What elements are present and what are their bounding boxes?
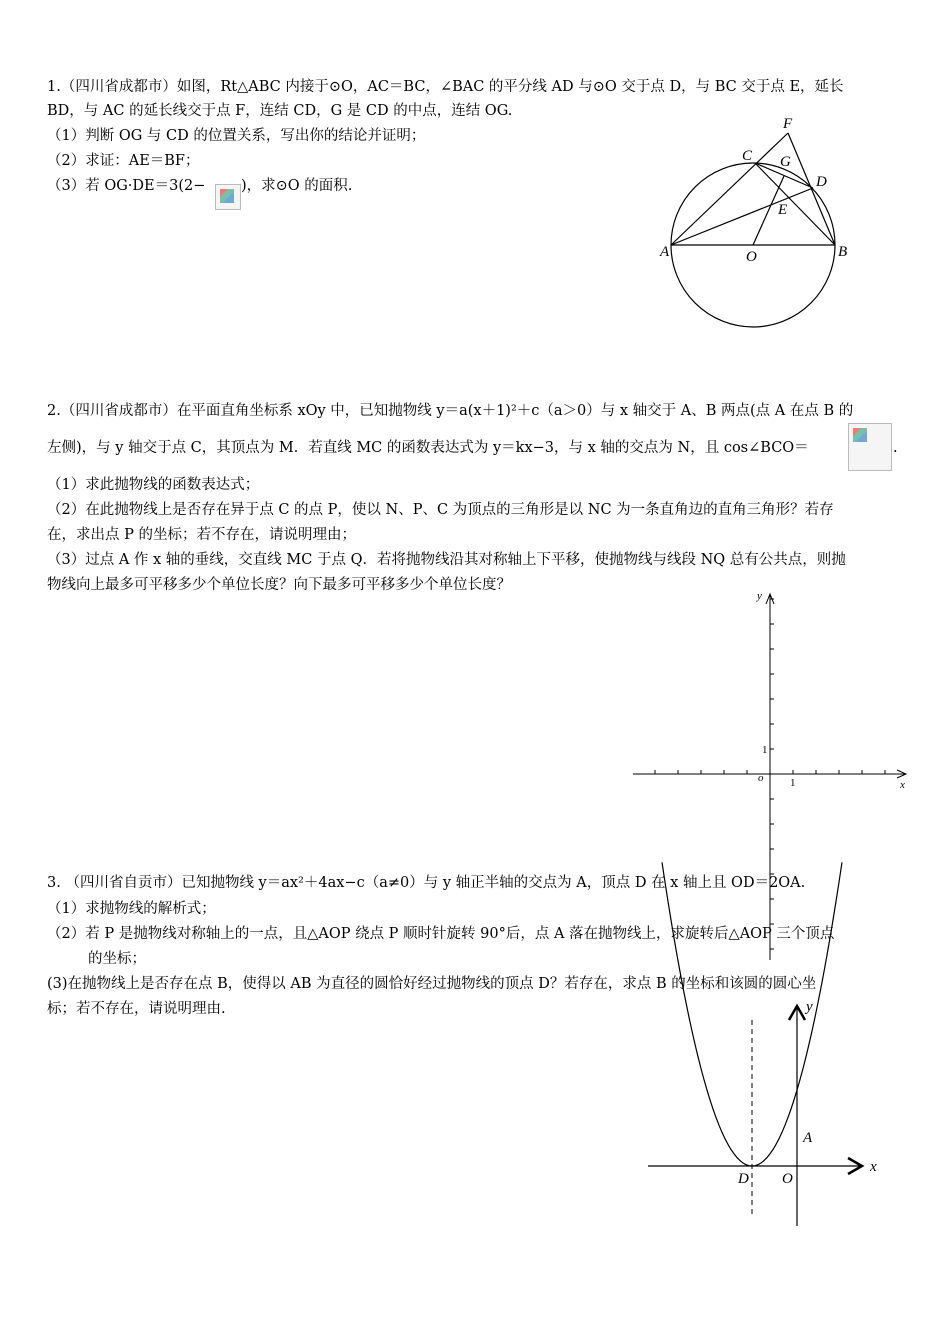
label-o: O xyxy=(746,249,757,265)
segment-og xyxy=(753,176,784,245)
q2-part3-line1: （3）过点 A 作 x 轴的垂线，交直线 MC 于点 Q．若将抛物线沿其对称轴上下平移，使抛物线与线段 NQ 总有公共点，则抛 xyxy=(47,552,846,568)
x-axis-arrow xyxy=(848,1158,862,1174)
label-o: O xyxy=(782,1171,793,1187)
q2-line1: 2.（四川省成都市）在平面直角坐标系 xOy 中，已知抛物线 y＝a(x＋1)²＋c（a＞0）与 x 轴交于 A、B 两点(点 A 在点 B 的 xyxy=(47,403,854,419)
x-axis-label: x xyxy=(900,779,905,791)
x-unit-label: 1 xyxy=(790,777,796,789)
q2-part2-line2: 在，求出点 P 的坐标；若不存在，请说明理由； xyxy=(47,527,356,543)
q3-part1: （1）求抛物线的解析式； xyxy=(47,901,216,917)
label-c: C xyxy=(742,148,753,164)
q1-part3-start: （3）若 OG·DE＝3(2− xyxy=(47,178,206,194)
q3-part3-line2: 标；若不存在，请说明理由. xyxy=(47,1001,226,1017)
q3-part2-line2: 的坐标； xyxy=(88,951,146,967)
q1-line1: 1.（四川省成都市）如图，Rt△ABC 内接于⊙O，AC＝BC，∠BAC 的平分线 AD 与⊙O 交于点 D，与 BC 交于点 E，延长 xyxy=(47,79,844,95)
label-e: E xyxy=(778,202,788,218)
y-unit-label: 1 xyxy=(762,744,768,756)
y-axis-label: y xyxy=(757,590,762,602)
q1-part2: （2）求证：AE＝BF； xyxy=(47,153,200,169)
q1-part3-end: )，求⊙O 的面积. xyxy=(241,178,353,194)
circle-o xyxy=(671,163,835,327)
segment-af xyxy=(671,133,788,245)
parabola-curve xyxy=(662,862,842,1166)
segment-cb xyxy=(755,163,835,245)
broken-image-icon xyxy=(848,423,892,471)
q1-line2: BD，与 AC 的延长线交于点 F，连结 CD，G 是 CD 的中点，连结 OG. xyxy=(47,103,513,119)
q3-part2-line1: （2）若 P 是抛物线对称轴上的一点，且△AOP 绕点 P 顺时针旋转 90°后，点 A 落在抛物线上，求旋转后△AOP 三个顶点 xyxy=(47,926,835,942)
y-label: y xyxy=(806,999,813,1015)
origin-label: o xyxy=(758,772,764,784)
q2-part3-line2: 物线向上最多可平移多少个单位长度？向下最多可平移多少个单位长度？ xyxy=(47,577,511,593)
broken-image-icon xyxy=(215,184,241,210)
segment-ad xyxy=(671,188,813,245)
q2-part2-line1: （2）在此抛物线上是否存在异于点 C 的点 P，使以 N、P、C 为顶点的三角形是以 NC 为一条直角边的直角三角形？若存 xyxy=(47,502,834,518)
label-b: B xyxy=(838,244,848,260)
x-label: x xyxy=(870,1159,877,1175)
label-d: D xyxy=(816,174,827,190)
q2-line2-end: . xyxy=(893,440,898,456)
q1-part1: （1）判断 OG 与 CD 的位置关系，写出你的结论并证明； xyxy=(47,128,426,144)
x-axis-arrow xyxy=(897,770,906,778)
segment-fb xyxy=(788,133,835,245)
label-f: F xyxy=(783,116,793,132)
label-a: A xyxy=(660,244,670,260)
q2-part1: （1）求此抛物线的函数表达式； xyxy=(47,477,260,493)
label-a: A xyxy=(803,1130,813,1146)
q2-line2: 左侧)，与 y 轴交于点 C，其顶点为 M．若直线 MC 的函数表达式为 y＝kx−3，与 x 轴的交点为 N，且 cos∠BCO＝ xyxy=(47,440,809,456)
segment-cd xyxy=(755,163,813,188)
y-axis-arrow xyxy=(766,594,774,604)
y-axis-arrow xyxy=(789,1006,805,1020)
label-d: D xyxy=(738,1171,749,1187)
label-g: G xyxy=(780,154,791,170)
q3-part3-line1: (3)在抛物线上是否存在点 B，使得以 AB 为直径的圆恰好经过抛物线的顶点 D？若存在，求点 B 的坐标和该圆的圆心坐 xyxy=(47,976,817,992)
q3-line1: 3. （四川省自贡市）已知抛物线 y＝ax²＋4ax−c（a≠0）与 y 轴正半轴的交点为 A，顶点 D 在 x 轴上且 OD＝2OA. xyxy=(47,875,806,891)
